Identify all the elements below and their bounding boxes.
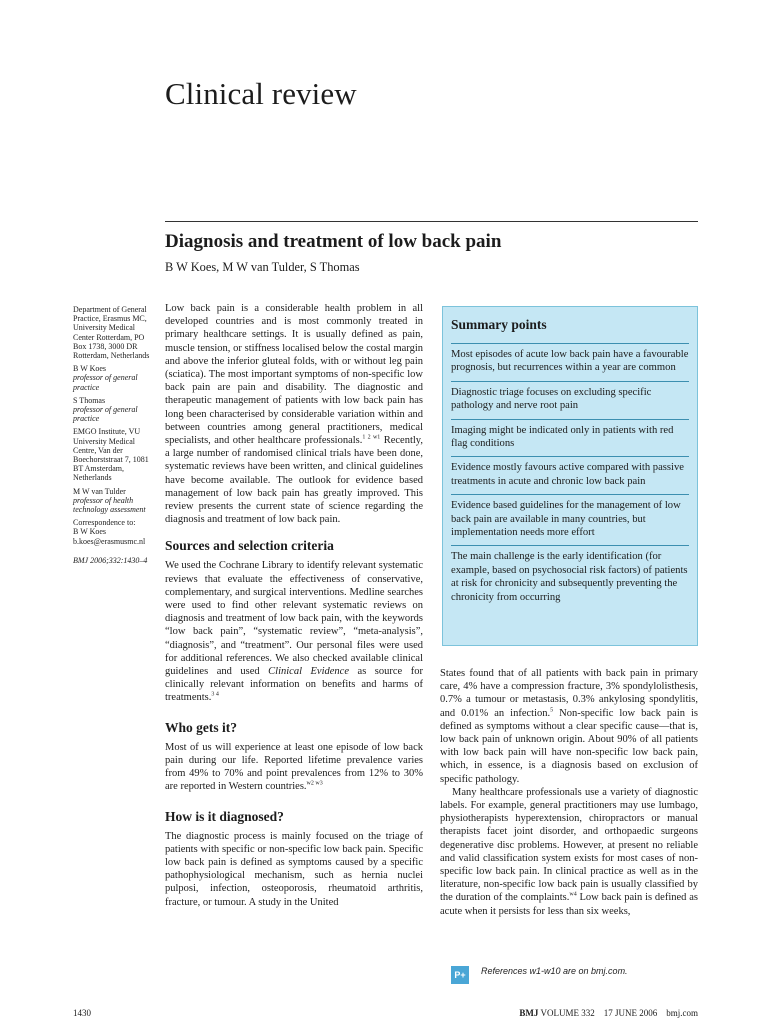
journal-issue: VOLUME 332 17 JUNE 2006 bmj.com: [540, 1008, 698, 1018]
heading-who: Who gets it?: [165, 719, 237, 735]
author-vantulder-role: professor of health technology assessment: [73, 495, 146, 515]
heading-how: How is it diagnosed?: [165, 808, 284, 824]
clinical-evidence-title: Clinical Evidence: [268, 666, 349, 678]
summary-points-box: [442, 306, 698, 646]
affiliation-emgo: EMGO Institute, VU University Medical Centre, Van der Boechorststraat 7, 1081 BT Amsterdam, Netherlands: [73, 427, 149, 483]
journal-name: BMJ: [519, 1008, 539, 1018]
correspondence-label: Correspondence to:: [73, 518, 136, 528]
article-authors: B W Koes, M W van Tulder, S Thomas: [165, 260, 360, 274]
prevalence-reference[interactable]: 5: [550, 707, 554, 714]
affiliation-dept: Department of General Practice, Erasmus MC, University Medical Center Rotterdam, PO Box 1738, 3000 DR Rotterdam, Netherlands: [73, 305, 150, 361]
summary-point: Most episodes of acute low back pain have a favourable prognosis, but recurrences within a year are common: [451, 343, 689, 381]
body-column-left: [165, 302, 423, 909]
author-thomas-role: professor of general practice: [73, 405, 138, 424]
intro-paragraph: Low back pain is a considerable health problem in all developed countries and is most commonly treated in primary healthcare settings. It is usually defined as pain, muscle tension, or stiffness localised below the costal margin and above the inferior gluteal folds, with or without leg pain (sciatica). The most important symptoms of non-specific low back pain are pain and disability. The diagnostic and therapeutic management of patients with low back pain has long been characterised by considerable variation within and between countries among general practitioners, medical specialists, and other healthcare professionals.$^{1 2 w1}$ Recently, a large number of randomised clinical trials have been done, systematic reviews have been written, and clinical guidelines have become available. The outlook for evidence based management of low back pain has greatly improved. This review presents the current state of science regarding the diagnosis and treatment of low back pain.: [165, 303, 423, 526]
who-paragraph: Most of us will experience at least one episode of low back pain during our life. Reported lifetime prevalence varies from 49% to 70% and point prevalences from 12% to 30% are reported in Western countries.$^{w2 w3}$: [165, 741, 423, 793]
summary-point: Diagnostic triage focuses on excluding specific pathology and nerve root pain: [451, 381, 689, 419]
page-number: 1430: [73, 1008, 91, 1018]
summary-title: Summary points: [451, 317, 547, 332]
summary-point: Evidence mostly favours active compared with passive treatments in acute and chronic low back pain: [451, 456, 689, 494]
correspondence-email[interactable]: b.koes@erasmusmc.nl: [73, 536, 146, 546]
sources-paragraph: We used the Cochrane Library to identify relevant systematic reviews that evaluate the effectiveness of conservative, complementary, and surgical interventions. Medline searches were used to find other relevant systematic reviews on diagnosis and treatment of low back pain, with the keywords “low back pain”, “systematic review”, “meta-analysis”, “diagnosis”, and “treatment”. Our personal files were used for additional references. We also checked available clinical guidelines and used Clinical Evidence as source for clinically relevant information on benefits and harms of treatments.$^{3 4}$: [165, 560, 423, 704]
how-paragraph: The diagnostic process is mainly focused on the triage of patients with specific or non-specific low back pain. Specific low back pain is defined as symptoms caused by a specific pathophysiological mechanism, such as hernia nuclei pulposi, infection, osteoporosis, rheumatoid arthritis, fracture, or tumour. A study in the United: [165, 830, 423, 908]
web-references-text: References w1-w10 are on bmj.com.: [481, 966, 628, 976]
summary-point: Evidence based guidelines for the management of low back pain are available in many countries, but implementation needs more effort: [451, 494, 689, 545]
author-vantulder: M W van Tulder: [73, 486, 126, 496]
body-column-right: [440, 667, 698, 918]
journal-footer: [519, 1008, 698, 1018]
prevalence-paragraph: States found that of all patients with back pain in primary care, 4% have a compression fracture, 3% spondylolisthesis, 0.7% a tumour or metastasis, 0.3% ankylosing spondylitis, and 0.01% an infection.$^5$ Non-specific low back pain is defined as symptoms without a clear specific cause—that is, low back pain of unknown origin. About 90% of all patients with low back pain will have non-specific low back pain, which, in essence, is a diagnosis based on exclusion of specific pathology.: [440, 668, 698, 785]
author-koes-role: professor of general practice: [73, 373, 138, 392]
summary-point: Imaging might be indicated only in patients with red flag conditions: [451, 419, 689, 457]
article-title: Diagnosis and treatment of low back pain: [165, 231, 502, 252]
summary-list: [451, 343, 689, 610]
article-citation: BMJ 2006;332:1430–4: [73, 555, 148, 565]
heading-sources: Sources and selection criteria: [165, 538, 334, 554]
section-kicker: Clinical review: [165, 76, 357, 111]
intro-reference[interactable]: 1 2 w1: [362, 434, 381, 441]
who-reference[interactable]: w2 w3: [306, 780, 323, 787]
author-koes: B W Koes: [73, 364, 107, 374]
author-thomas: S Thomas: [73, 395, 106, 405]
summary-point: The main challenge is the early identification (for example, based on psychosocial risk factors) of patients at risk for chronicity and subsequently preventing the chronicity from occurring: [451, 545, 689, 610]
labels-paragraph: Many healthcare professionals use a variety of diagnostic labels. For example, general practitioners may use lumbago, physiotherapists hyperextension, chiropractors or manual therapists facet joint disorder, and orthopaedic surgeons degenerative disc problems. However, at present no reliable and valid classification system exists for most cases of non-specific low back pain. In clinical practice as well as in the literature, non-specific low back pain is usually classified by the duration of the complaints.$^{w4}$ Low back pain is defined as acute when it persists for less than six weeks,: [440, 786, 698, 917]
web-references-note: [451, 966, 698, 988]
affiliations-sidebar: [73, 305, 153, 569]
title-rule: [165, 221, 698, 222]
labels-reference[interactable]: w4: [569, 891, 577, 898]
pplus-icon: P+: [451, 966, 469, 984]
correspondence-name: B W Koes: [73, 527, 107, 537]
sources-reference[interactable]: 3 4: [211, 691, 219, 698]
